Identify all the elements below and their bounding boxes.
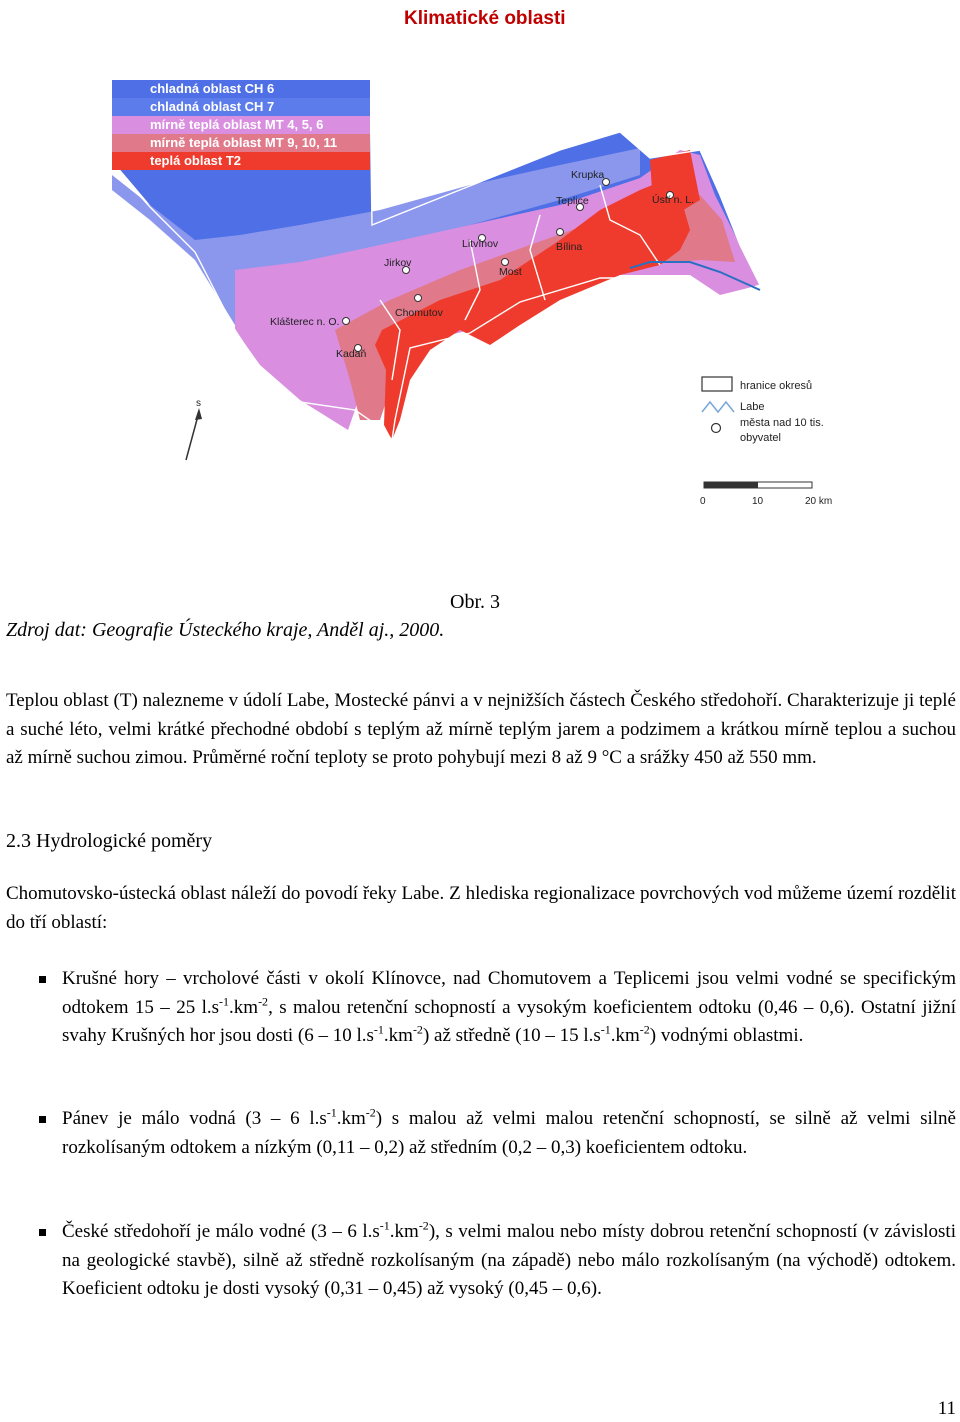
legend-mt456: mírně teplá oblast MT 4, 5, 6 xyxy=(150,117,324,132)
key-border-label: hranice okresů xyxy=(740,380,813,392)
legend-t2: teplá oblast T2 xyxy=(150,153,242,168)
page-number: 11 xyxy=(937,1398,956,1419)
border-key-icon xyxy=(702,377,732,391)
climate-map-figure xyxy=(0,0,960,560)
north-arrow-icon xyxy=(186,398,202,460)
map-title: Klimatické oblasti xyxy=(404,8,566,29)
list-item-panev: Pánev je málo vodná (3 – 6 $l.s^{-1}.km^{-2}$) s malou až velmi malou retenční schopností, se silně až velmi silně rozkolísaným odtokem a nízkým (0,11 – 0,2) až středním (0,2 – 0,3) koeficientem odtoku. xyxy=(62,1105,956,1162)
town-key-icon xyxy=(712,424,721,433)
section-heading: 2.3 Hydrologické poměry xyxy=(6,830,213,852)
map-key xyxy=(702,377,824,444)
term: České středohoří xyxy=(62,1221,191,1242)
list-item-krusne-hory: Krušné hory – vrcholové části v okolí Klínovce, nad Chomutovem a Teplicemi jsou velmi vodné se specifickým odtokem 15 – 25 $l.s^{-1}.km^{-2}$, s malou retenční schopností a vysokým koeficientem odtoku (0,46 – 0,6). Ostatní jižní svahy Krušných hor jsou dosti (6 – 10 $l.s^{-1}.km^{-2}$) až středně (10 – 15 $l.s^{-1}.km^{-2}$) vodnými oblastmi. xyxy=(62,965,956,1051)
legend-ch6: chladná oblast CH 6 xyxy=(150,81,275,96)
town-krupka: Krupka xyxy=(571,169,605,181)
term: Krušné hory xyxy=(62,968,159,989)
paragraph-hydrology-intro: Chomutovsko-ústecká oblast náleží do povodí řeky Labe. Z hlediska regionalizace povrchových vod můžeme území rozdělit do tří oblastí: xyxy=(6,883,956,933)
list-item-ceske-stredohori: České středohoří je málo vodné (3 – 6 $l.s^{-1}.km^{-2}$), s velmi malou nebo místy dobrou retenční schopností (v závislosti na geologické stavbě), silně až středně rozkolísaným (na západě) nebo málo rozkolísaným (na východě) odtokem. Koeficient odtoku je dosti vysoký (0,31 – 0,45) až vysoký (0,45 – 0,6). xyxy=(62,1218,956,1304)
scale-0: 0 xyxy=(700,496,706,507)
town-chomutov: Chomutov xyxy=(395,307,443,319)
term: Pánev xyxy=(62,1108,109,1129)
bullet-icon xyxy=(39,1116,46,1123)
scale-bar xyxy=(700,482,832,507)
figure-number: Obr. 3 xyxy=(450,591,500,613)
town-teplice: Teplice xyxy=(556,195,589,207)
key-towns-line2: obyvatel xyxy=(740,432,781,444)
town-litvinov: Litvínov xyxy=(462,238,499,250)
key-towns-line1: města nad 10 tis. xyxy=(740,417,824,429)
legend-mt91011: mírně teplá oblast MT 9, 10, 11 xyxy=(150,135,338,150)
map-legend xyxy=(112,80,370,170)
town-jirkov: Jirkov xyxy=(384,257,412,269)
legend-ch7: chladná oblast CH 7 xyxy=(150,99,275,114)
figure-source: Zdroj dat: Geografie Ústeckého kraje, Anděl aj., 2000. xyxy=(6,619,445,641)
north-label: s xyxy=(196,398,201,409)
town-kadan: Kadaň xyxy=(336,348,367,360)
scale-20: 20 km xyxy=(805,496,833,507)
bullet-icon xyxy=(39,976,46,983)
town-bilina: Bílina xyxy=(556,241,583,253)
bullet-icon xyxy=(39,1229,46,1236)
key-river-label: Labe xyxy=(740,401,765,413)
town-usti: Ústí n. L. xyxy=(652,194,695,206)
paragraph-warm-region: Teplou oblast (T) nalezneme v údolí Labe, Mostecké pánvi a v nejnižších částech Českého středohoří. Charakterizuje ji teplé a suché léto, velmi krátké přechodné období s teplým až mírně teplým jarem a podzimem a krátkou mírně teplou a suchou až mírně suchou zimou. Průměrné roční teploty se proto pohybují mezi 8 až 9 °C a srážky 450 až 550 mm. xyxy=(6,690,956,768)
river-key-icon xyxy=(702,402,734,412)
scale-10: 10 xyxy=(752,496,764,507)
town-most: Most xyxy=(499,266,522,278)
town-klasterec: Klášterec n. O. xyxy=(270,316,340,328)
